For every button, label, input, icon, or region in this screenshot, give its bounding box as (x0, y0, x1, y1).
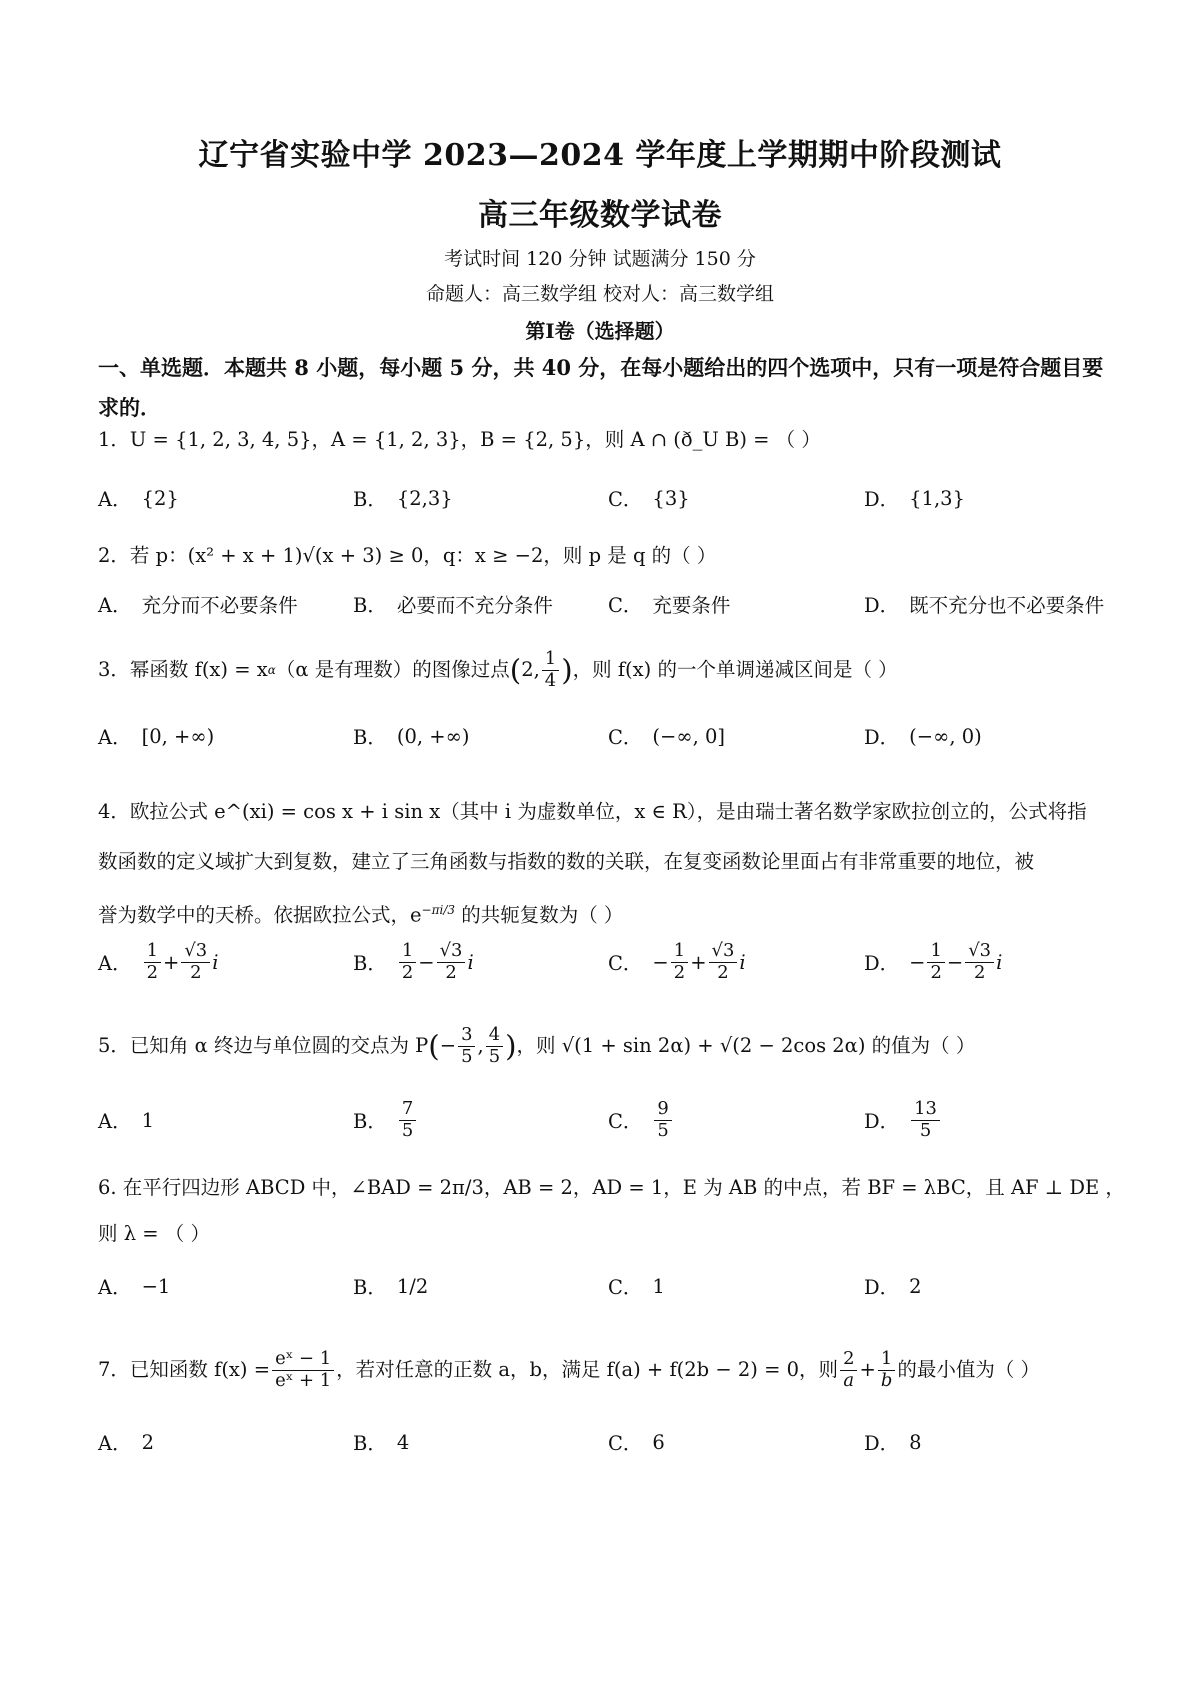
question-7-stem: 7．已知函数 f(x) = $\frac{\text{eˣ − 1}}{\text{eˣ + 1}}$ ，若对任意的正数 a，b，满足 f(a) + f(2b − 2) = 0，则 $\frac{2}{a}$ + $\frac{1}{b}$ 的最小值为（ ） (98, 1347, 1041, 1391)
question-2-stem: 2．若 p：(x² + x + 1)√(x + 3) ≥ 0，q：x ≥ −2，则 p 是 q 的（ ） (98, 544, 717, 567)
question-4-line-3: 誉为数学中的天桥。依据欧拉公式，$e^{-\pi i/3}$ 的共轭复数为（ ） (98, 903, 624, 927)
option-c: C． (−∞, 0] (608, 724, 726, 749)
exam-authors: 命题人：高三数学组 校对人：高三数学组 (425, 283, 775, 305)
exam-title: 辽宁省实验中学 2023—2024 学年度上学期期中阶段测试 (198, 138, 1002, 173)
option-c: C． 充要条件 (608, 594, 731, 617)
option-a: A． 2 (98, 1430, 155, 1455)
option-b: B． (0, +∞) (353, 724, 470, 749)
question-6-line-2: 则 λ = （ ） (98, 1222, 210, 1245)
option-a: A． −1 (98, 1274, 171, 1299)
question-6-options (98, 1258, 1118, 1318)
question-4-options (98, 934, 1118, 994)
option-a: A． [0, +∞) (98, 724, 215, 749)
question-2-options (98, 576, 1118, 632)
option-c: C． $\frac{9}{5}$ (608, 1092, 674, 1148)
option-d: D． 既不充分也不必要条件 (864, 594, 1105, 617)
question-5-stem: 5．已知角 α 终边与单位圆的交点为 P ( − $\frac{3}{5}$ , $\frac{4}{5}$ ) ，则 √(1 + sin 2α) + √(2 − 2cos 2α) 的值为（ ） (98, 1023, 976, 1067)
option-b: B． $\frac{1}{2}$ − $\frac{√3}{2}$ i (353, 939, 474, 983)
option-a: A． 1 (98, 1108, 155, 1133)
question-4-line-2: 数函数的定义域扩大到复数，建立了三角函数与指数的数的关联，在复变函数论里面占有非常重要的地位，被 (98, 850, 1035, 873)
option-d: D． 2 (864, 1274, 922, 1299)
option-d: D． 8 (864, 1430, 922, 1455)
question-7-options (98, 1414, 1118, 1470)
option-d: D． {1,3} (864, 486, 965, 511)
option-b: B． 1/2 (353, 1274, 429, 1299)
question-4-line-1: 4．欧拉公式 e^(xi) = cos x + i sin x（其中 i 为虚数单位，x ∈ R），是由瑞士著名数学家欧拉创立的，公式将指 (98, 800, 1087, 823)
option-d: D． $\frac{13}{5}$ (864, 1092, 942, 1148)
option-b: B． {2,3} (353, 486, 453, 511)
option-b: B． $\frac{7}{5}$ (353, 1092, 418, 1148)
option-a: A． 充分而不必要条件 (98, 594, 298, 617)
option-d: D． (−∞, 0) (864, 724, 982, 749)
option-b: B． 4 (353, 1430, 410, 1455)
section-heading: 一、单选题．本题共 8 小题，每小题 5 分，共 40 分，在每小题给出的四个选项中，只有一项是符合题目要求的． (98, 355, 1104, 420)
option-c: C． − $\frac{1}{2}$ + $\frac{√3}{2}$ i (608, 939, 746, 983)
question-5-options (98, 1092, 1118, 1152)
option-c: C． {3} (608, 486, 690, 511)
option-a: A． {2} (98, 486, 179, 511)
volume-heading: 第Ⅰ卷（选择题） (525, 319, 675, 343)
exam-subtitle: 高三年级数学试卷 (478, 198, 722, 233)
question-1-options (98, 470, 1118, 526)
option-c: C． 1 (608, 1274, 665, 1299)
question-3-stem: 3．幂函数 f(x) = x α （α 是有理数）的图像过点 ( 2, $\frac{1}{4}$ ) ，则 f(x) 的一个单调递减区间是（ ） (98, 647, 898, 691)
option-d: D． − $\frac{1}{2}$ − $\frac{√3}{2}$ i (864, 939, 1003, 983)
exam-time-info: 考试时间 120 分钟 试题满分 150 分 (444, 248, 756, 270)
question-3-options (98, 708, 1118, 764)
option-b: B． 必要而不充分条件 (353, 594, 553, 617)
question-6-line-1: 6. 在平行四边形 ABCD 中，∠BAD = 2π/3，AB = 2，AD = 1，E 为 AB 的中点，若 BF = λBC，且 AF ⊥ DE ， (98, 1176, 1125, 1199)
option-c: C． 6 (608, 1430, 665, 1455)
option-a: A． $\frac{1}{2}$ + $\frac{√3}{2}$ i (98, 939, 219, 983)
question-1-stem: 1．U = {1, 2, 3, 4, 5}，A = {1, 2, 3}，B = {2, 5}，则 A ∩ (ð_U B) = （ ） (98, 428, 821, 451)
